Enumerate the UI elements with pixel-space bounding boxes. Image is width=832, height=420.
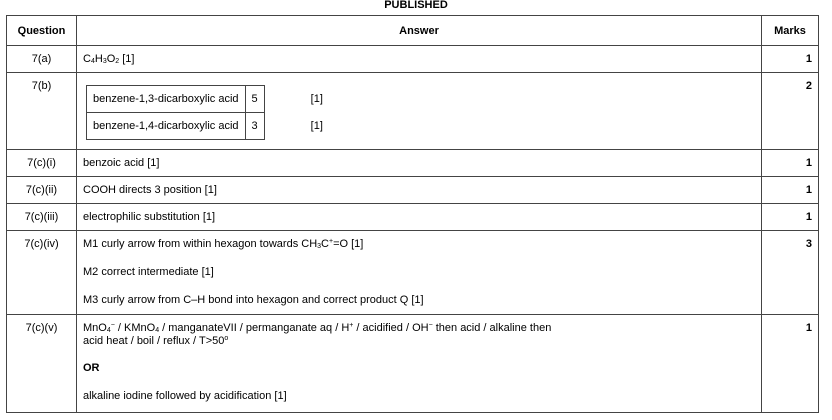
- answer-text: electrophilic substitution [1]: [83, 211, 216, 223]
- isomer-mark: [1]: [310, 93, 323, 105]
- answer-column-header: Answer: [77, 16, 762, 46]
- question-number: 7(c)(i): [7, 150, 77, 177]
- answer-cell: [77, 315, 762, 413]
- marks-value: 1: [762, 315, 819, 413]
- table-row: [7, 73, 819, 150]
- answer-line-2: acid heat / boil / reflux / $T>50^o$: [83, 335, 229, 347]
- answer-cell: $C_4H_3O_2$ [1]: [77, 46, 762, 73]
- table-row: [7, 231, 819, 315]
- marks-value: 1: [762, 150, 819, 177]
- question-column-header: Question: [7, 16, 77, 46]
- question-number: 7(c)(iv): [7, 231, 77, 315]
- or-separator: OR: [83, 362, 100, 374]
- answer-text: benzoic acid [1]: [83, 157, 160, 169]
- answer-cell: [77, 73, 762, 150]
- answer-line-1: MnO$_4$− / KMnO$_4$ / manganateVII / permanganate aq / H+ / acidified / OH− then acid / alkaline then: [83, 322, 552, 334]
- answer-m2: M2 correct intermediate [1]: [83, 266, 214, 278]
- answer-cell: [77, 204, 762, 231]
- table-row: [7, 204, 819, 231]
- question-number: 7(c)(iii): [7, 204, 77, 231]
- question-number: 7(b): [7, 73, 77, 150]
- table-row: [7, 46, 819, 73]
- question-number: 7(a): [7, 46, 77, 73]
- table-row: [7, 177, 819, 204]
- isomer-name: benzene-1,4-dicarboxylic acid: [87, 113, 246, 140]
- answer-cell: [77, 177, 762, 204]
- answer-m3: M3 curly arrow from C–H bond into hexagon and correct product Q [1]: [83, 294, 424, 306]
- answer-line-3: alkaline iodine followed by acidification [1]: [83, 390, 287, 402]
- published-label: PUBLISHED: [384, 0, 448, 11]
- table-row: [7, 150, 819, 177]
- question-number: 7(c)(ii): [7, 177, 77, 204]
- isomer-value: 5: [245, 86, 264, 113]
- isomer-table: [86, 85, 330, 140]
- marks-value: 3: [762, 231, 819, 315]
- answer-m1: M1 curly arrow from within hexagon towards $CH_3C^+=O$ [1]: [83, 238, 364, 250]
- header-row: [7, 16, 819, 46]
- marks-column-header: Marks: [762, 16, 819, 46]
- marks-value: 1: [762, 177, 819, 204]
- isomer-mark: [1]: [310, 120, 323, 132]
- isomer-row: [87, 113, 330, 140]
- answer-cell: [77, 150, 762, 177]
- isomer-row: [87, 86, 330, 113]
- isomer-name: benzene-1,3-dicarboxylic acid: [87, 86, 246, 113]
- isomer-value: 3: [245, 113, 264, 140]
- marks-value: 2: [762, 73, 819, 150]
- marks-value: 1: [762, 204, 819, 231]
- question-number: 7(c)(v): [7, 315, 77, 413]
- marks-value: 1: [762, 46, 819, 73]
- table-row: [7, 315, 819, 413]
- answer-text: COOH directs 3 position [1]: [83, 184, 217, 196]
- mark-scheme-table: [6, 15, 819, 413]
- answer-cell: [77, 231, 762, 315]
